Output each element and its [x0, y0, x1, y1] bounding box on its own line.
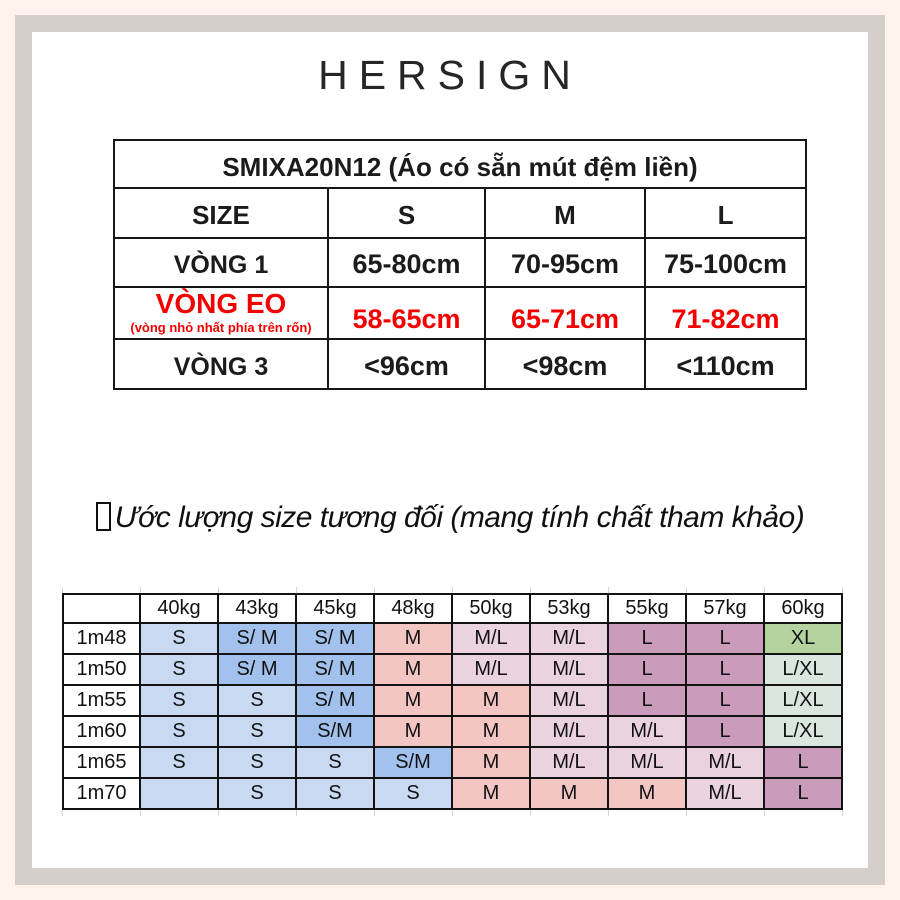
- weight-header: 40kg: [140, 594, 218, 623]
- measure-label: VÒNG 3: [114, 339, 328, 389]
- estimate-row: [63, 747, 842, 778]
- estimate-row: [63, 716, 842, 747]
- size-cell: S: [140, 654, 218, 685]
- height-label: 1m48: [63, 623, 140, 654]
- size-cell: M: [374, 685, 452, 716]
- estimate-row: [63, 623, 842, 654]
- size-cell: S: [296, 747, 374, 778]
- size-cell: S: [218, 716, 296, 747]
- height-label: 1m60: [63, 716, 140, 747]
- size-header-row: [114, 188, 806, 238]
- size-cell: M: [374, 654, 452, 685]
- measure-value: 75-100cm: [645, 238, 806, 287]
- size-cell: M/L: [452, 623, 530, 654]
- waist-sublabel: (vòng nhỏ nhất phía trên rốn): [130, 320, 312, 335]
- size-cell: M: [452, 716, 530, 747]
- size-cell: [140, 778, 218, 809]
- size-cell: L/XL: [764, 716, 842, 747]
- size-cell: M/L: [530, 747, 608, 778]
- size-cell: M/L: [530, 716, 608, 747]
- size-cell: L: [686, 654, 764, 685]
- weight-header: 48kg: [374, 594, 452, 623]
- size-header-s: S: [328, 188, 485, 238]
- size-cell: S/M: [374, 747, 452, 778]
- size-cell: M/L: [686, 778, 764, 809]
- size-cell: M/L: [530, 623, 608, 654]
- weight-header: 45kg: [296, 594, 374, 623]
- corner-cell: [63, 594, 140, 623]
- size-cell: S: [218, 747, 296, 778]
- measure-value: 71-82cm: [645, 287, 806, 339]
- size-cell: M/L: [452, 654, 530, 685]
- waist-label: VÒNG EO: [155, 288, 287, 319]
- size-cell: S/ M: [296, 623, 374, 654]
- size-cell: M/L: [686, 747, 764, 778]
- weight-header: 55kg: [608, 594, 686, 623]
- size-cell: S: [218, 685, 296, 716]
- size-cell: XL: [764, 623, 842, 654]
- size-cell: S: [374, 778, 452, 809]
- size-cell: M/L: [608, 716, 686, 747]
- size-cell: L/XL: [764, 685, 842, 716]
- estimate-note: [0, 501, 900, 535]
- weight-header: 53kg: [530, 594, 608, 623]
- size-cell: M: [452, 747, 530, 778]
- size-cell: S/ M: [296, 685, 374, 716]
- size-cell: L: [764, 747, 842, 778]
- size-cell: S: [140, 623, 218, 654]
- measure-value: 65-71cm: [485, 287, 645, 339]
- size-cell: M: [374, 623, 452, 654]
- measure-value: <96cm: [328, 339, 485, 389]
- measurement-row-vong3: [114, 339, 806, 389]
- measure-value: <98cm: [485, 339, 645, 389]
- size-cell: L: [608, 654, 686, 685]
- size-cell: S: [140, 716, 218, 747]
- weight-header: 57kg: [686, 594, 764, 623]
- size-cell: L/XL: [764, 654, 842, 685]
- size-header-m: M: [485, 188, 645, 238]
- size-cell: M: [608, 778, 686, 809]
- missing-glyph-box: [96, 502, 111, 531]
- size-cell: M/L: [530, 654, 608, 685]
- size-cell: M: [374, 716, 452, 747]
- measurement-title-row: [114, 140, 806, 188]
- measure-value: 65-80cm: [328, 238, 485, 287]
- brand-logo: HERSIGN: [318, 52, 582, 98]
- estimate-row: [63, 654, 842, 685]
- estimate-row: [63, 685, 842, 716]
- weight-header: 60kg: [764, 594, 842, 623]
- size-cell: S: [296, 778, 374, 809]
- size-cell: L: [686, 623, 764, 654]
- size-cell: L: [686, 716, 764, 747]
- size-cell: M: [530, 778, 608, 809]
- size-cell: S/ M: [218, 623, 296, 654]
- height-label: 1m70: [63, 778, 140, 809]
- size-cell: L: [608, 685, 686, 716]
- size-header-label: SIZE: [114, 188, 328, 238]
- product-code-title: SMIXA20N12 (Áo có sẵn mút đệm liền): [114, 140, 806, 188]
- estimate-row: [63, 778, 842, 809]
- measurement-row-vong1: [114, 238, 806, 287]
- size-cell: S: [140, 685, 218, 716]
- size-cell: L: [764, 778, 842, 809]
- height-label: 1m65: [63, 747, 140, 778]
- estimate-table-wrap: [62, 593, 843, 810]
- measure-value: <110cm: [645, 339, 806, 389]
- measurement-row-vongeo: [114, 287, 806, 339]
- measure-value: 70-95cm: [485, 238, 645, 287]
- measure-label: VÒNG 1: [114, 238, 328, 287]
- height-label: 1m50: [63, 654, 140, 685]
- size-cell: S: [140, 747, 218, 778]
- weight-header: 43kg: [218, 594, 296, 623]
- size-cell: M/L: [608, 747, 686, 778]
- weight-header-row: [63, 594, 842, 623]
- estimate-table: [62, 593, 843, 810]
- measure-label: [114, 287, 328, 339]
- weight-header: 50kg: [452, 594, 530, 623]
- size-cell: M/L: [530, 685, 608, 716]
- estimate-note-text: Ước lượng size tương đối (mang tính chất tham khảo): [114, 501, 805, 534]
- size-cell: M: [452, 685, 530, 716]
- size-cell: S/ M: [296, 654, 374, 685]
- height-label: 1m55: [63, 685, 140, 716]
- size-cell: L: [686, 685, 764, 716]
- size-cell: S/M: [296, 716, 374, 747]
- size-cell: S: [218, 778, 296, 809]
- size-cell: S/ M: [218, 654, 296, 685]
- measure-value: 58-65cm: [328, 287, 485, 339]
- measurement-table: [113, 139, 807, 390]
- size-header-l: L: [645, 188, 806, 238]
- size-cell: M: [452, 778, 530, 809]
- size-cell: L: [608, 623, 686, 654]
